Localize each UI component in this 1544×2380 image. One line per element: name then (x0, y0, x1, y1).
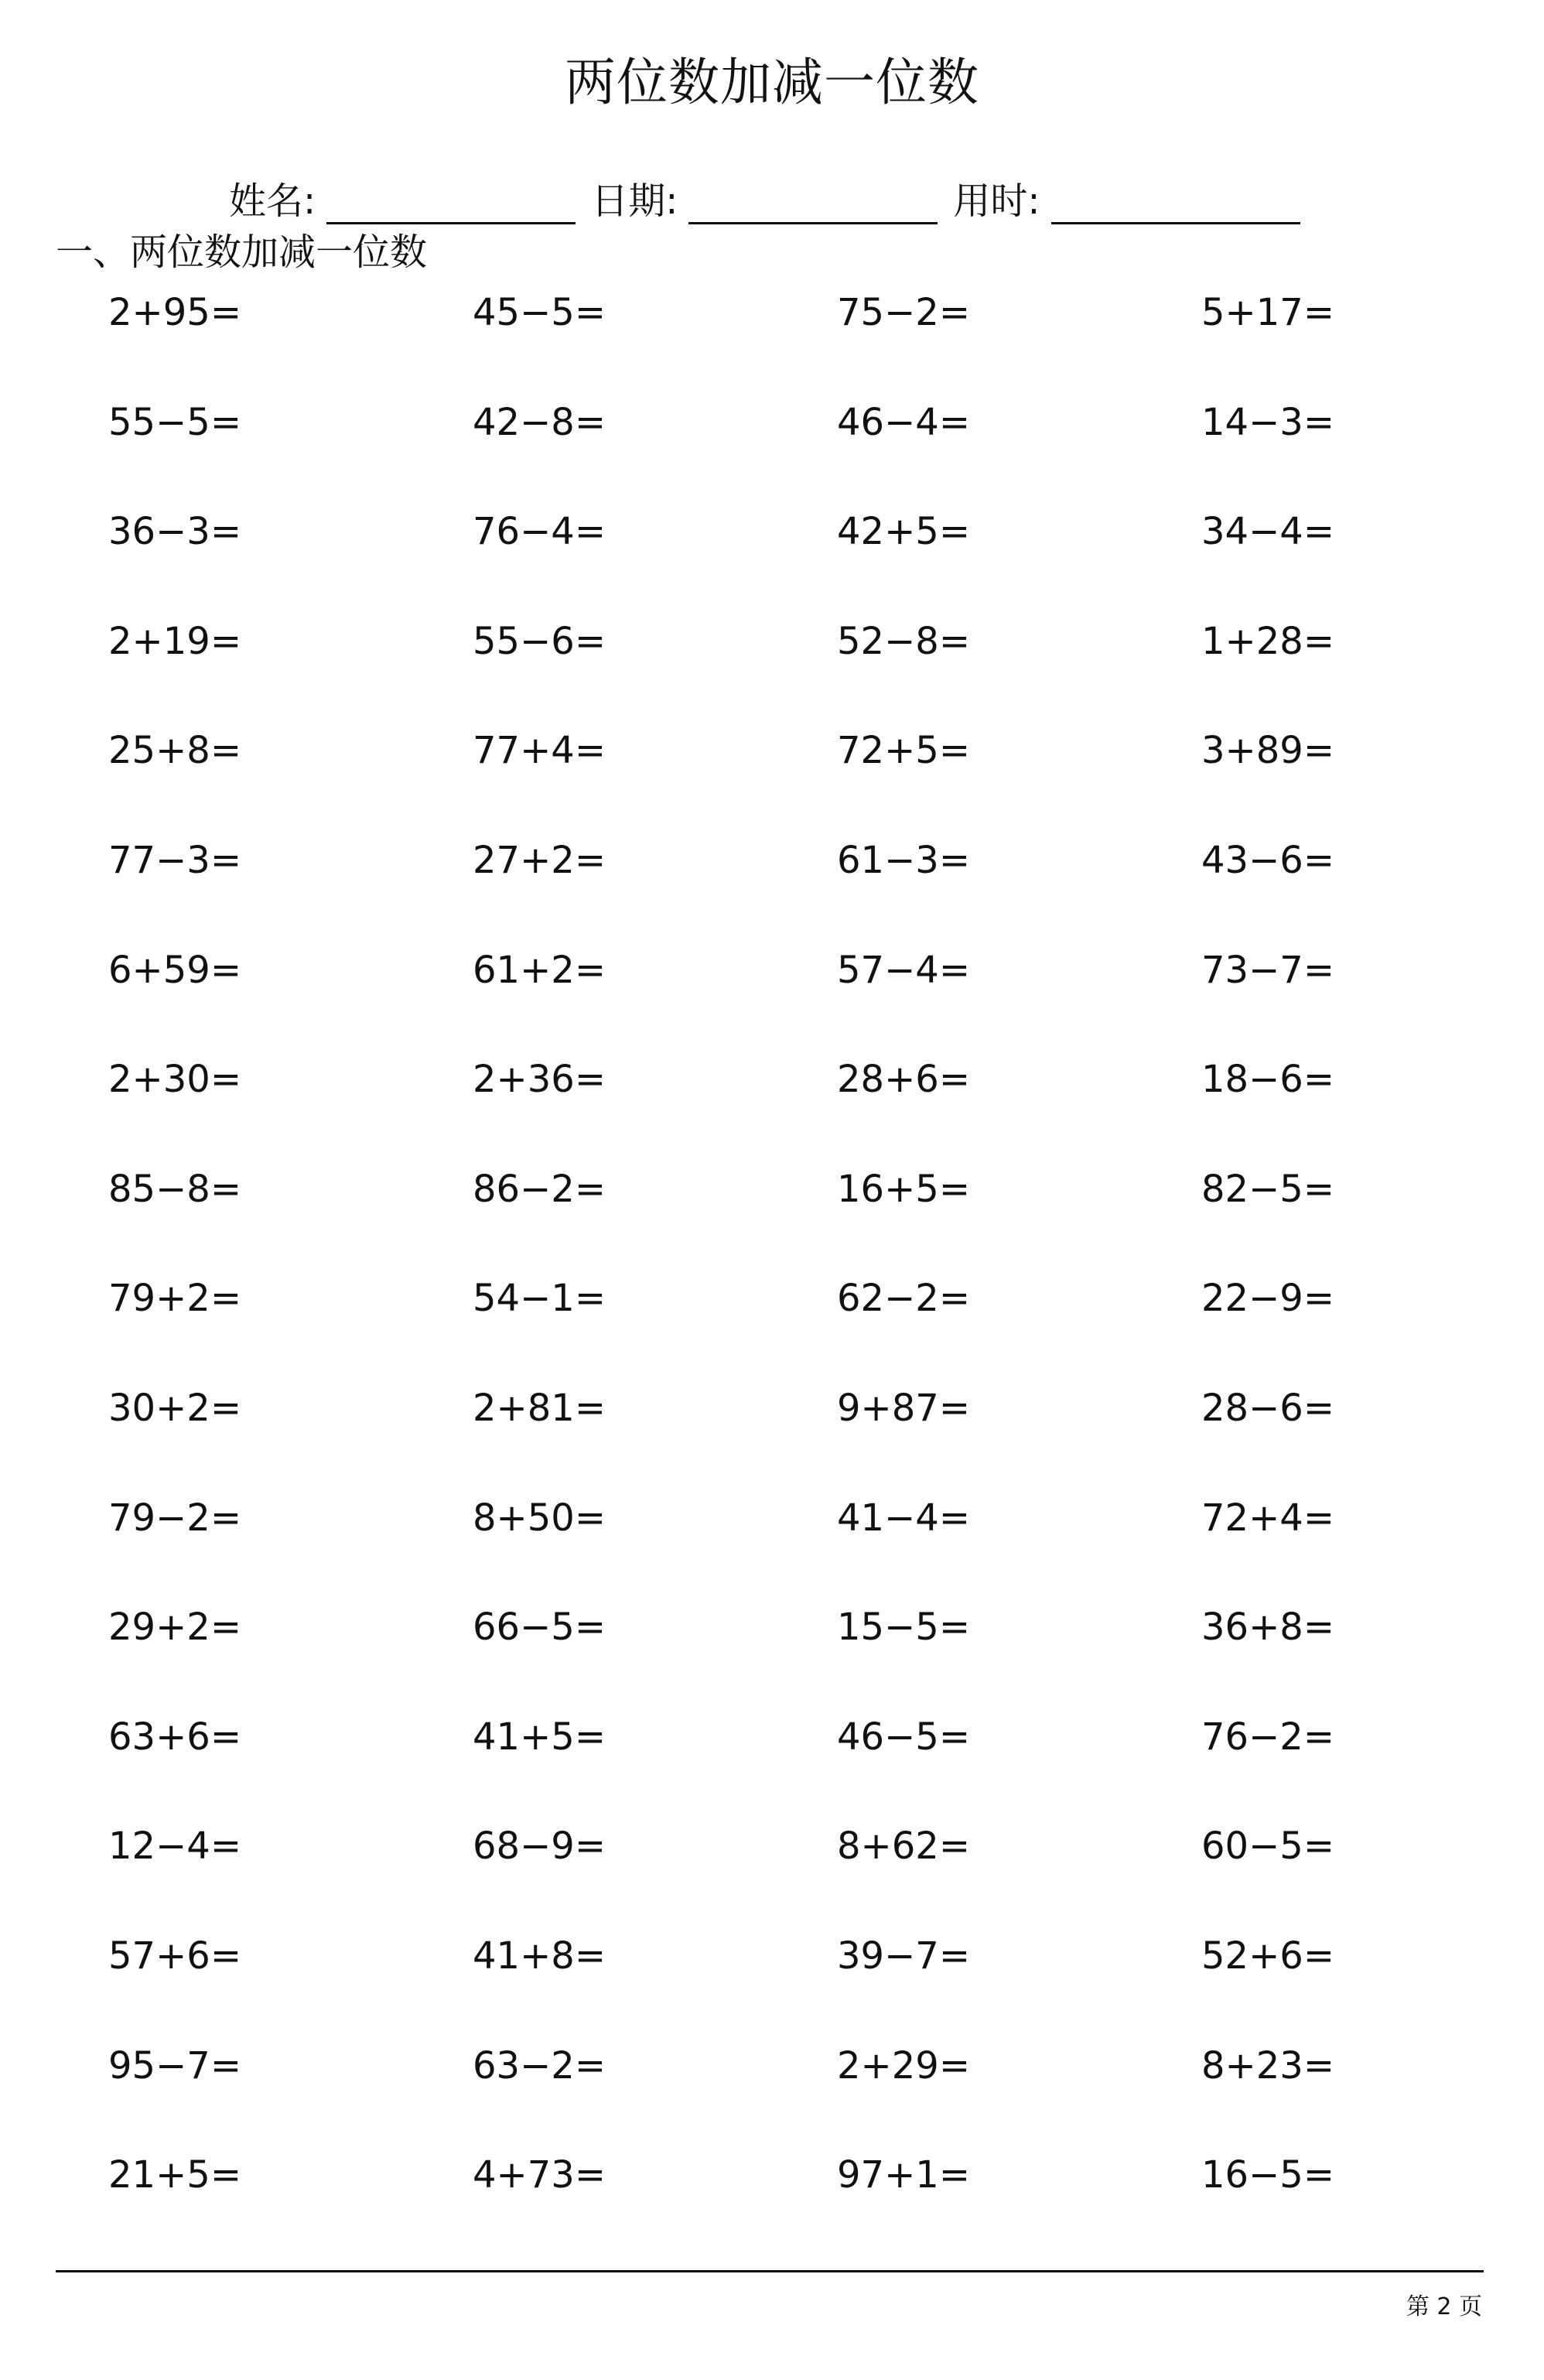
student-info-row (229, 162, 1316, 224)
name-label: 姓名: (229, 180, 316, 223)
problem: 41+5= (473, 1715, 606, 1759)
problem: 16+5= (837, 1167, 971, 1211)
problem: 41+8= (473, 1934, 606, 1978)
problem: 76−4= (473, 510, 606, 554)
problem: 60−5= (1201, 1824, 1335, 1869)
name-blank[interactable] (326, 176, 576, 224)
section-heading: 一、两位数加减一位数 (56, 231, 428, 274)
time-blank[interactable] (1051, 176, 1300, 224)
problem: 5+17= (1201, 291, 1335, 334)
problem: 57+6= (108, 1934, 242, 1978)
problem: 85−8= (108, 1167, 242, 1211)
problem: 4+73= (473, 2153, 606, 2197)
problem: 14−3= (1201, 400, 1335, 444)
problem: 21+5= (108, 2153, 242, 2197)
problem: 2+81= (473, 1386, 606, 1430)
problem: 82−5= (1201, 1167, 1335, 1211)
problem: 63−2= (473, 2043, 606, 2088)
name-field-group (229, 176, 576, 224)
problem: 1+28= (1201, 619, 1335, 663)
problem: 6+59= (108, 948, 242, 992)
problem: 72+5= (837, 729, 971, 773)
problem: 15−5= (837, 1605, 971, 1650)
problem: 22−9= (1201, 1277, 1335, 1321)
footer-divider (56, 2270, 1484, 2272)
problem: 18−6= (1201, 1058, 1335, 1102)
problem: 52+6= (1201, 1934, 1335, 1978)
problem: 2+30= (108, 1058, 242, 1102)
time-field-group (953, 176, 1300, 224)
problem: 55−5= (108, 400, 242, 444)
problem: 77+4= (473, 729, 606, 773)
problem: 3+89= (1201, 729, 1335, 773)
problem: 39−7= (837, 1934, 971, 1978)
page-title: 两位数加减一位数 (565, 53, 979, 112)
problem: 2+29= (837, 2043, 971, 2088)
problem: 62−2= (837, 1277, 971, 1321)
problem: 86−2= (473, 1167, 606, 1211)
problem: 79−2= (108, 1496, 242, 1540)
date-field-group (591, 176, 938, 224)
date-blank[interactable] (688, 176, 938, 224)
problem: 25+8= (108, 729, 242, 773)
problem: 42+5= (837, 510, 971, 554)
problem: 2+19= (108, 619, 242, 663)
problem: 16−5= (1201, 2153, 1335, 2197)
problem: 28+6= (837, 1058, 971, 1102)
problem: 76−2= (1201, 1715, 1335, 1759)
problem: 73−7= (1201, 948, 1335, 992)
problem: 12−4= (108, 1824, 242, 1869)
problem: 43−6= (1201, 838, 1335, 882)
problem: 42−8= (473, 400, 606, 444)
problem-grid (108, 288, 1501, 2260)
problem: 95−7= (108, 2043, 242, 2088)
problem: 8+62= (837, 1824, 971, 1869)
problem: 63+6= (108, 1715, 242, 1759)
problem: 77−3= (108, 838, 242, 882)
problem: 2+95= (108, 291, 242, 334)
problem: 75−2= (837, 291, 971, 334)
problem: 36+8= (1201, 1605, 1335, 1650)
problem: 27+2= (473, 838, 606, 882)
problem: 68−9= (473, 1824, 606, 1869)
problem: 9+87= (837, 1386, 971, 1430)
problem: 8+50= (473, 1496, 606, 1540)
problem: 79+2= (108, 1277, 242, 1321)
problem: 28−6= (1201, 1386, 1335, 1430)
time-label: 用时: (953, 180, 1040, 223)
problem: 29+2= (108, 1605, 242, 1650)
date-label: 日期: (591, 180, 678, 223)
problem: 46−5= (837, 1715, 971, 1759)
problem: 55−6= (473, 619, 606, 663)
problem: 46−4= (837, 400, 971, 444)
problem: 36−3= (108, 510, 242, 554)
problem: 57−4= (837, 948, 971, 992)
problem: 52−8= (837, 619, 971, 663)
problem: 45−5= (473, 291, 606, 334)
problem: 72+4= (1201, 1496, 1335, 1540)
problem: 41−4= (837, 1496, 971, 1540)
problem: 8+23= (1201, 2043, 1335, 2088)
problem: 61−3= (837, 838, 971, 882)
problem: 34−4= (1201, 510, 1335, 554)
problem: 61+2= (473, 948, 606, 992)
problem: 54−1= (473, 1277, 606, 1321)
problem: 97+1= (837, 2153, 971, 2197)
problem: 66−5= (473, 1605, 606, 1650)
problem: 30+2= (108, 1386, 242, 1430)
problem: 2+36= (473, 1058, 606, 1102)
page-number: 第 2 页 (1406, 2293, 1482, 2320)
